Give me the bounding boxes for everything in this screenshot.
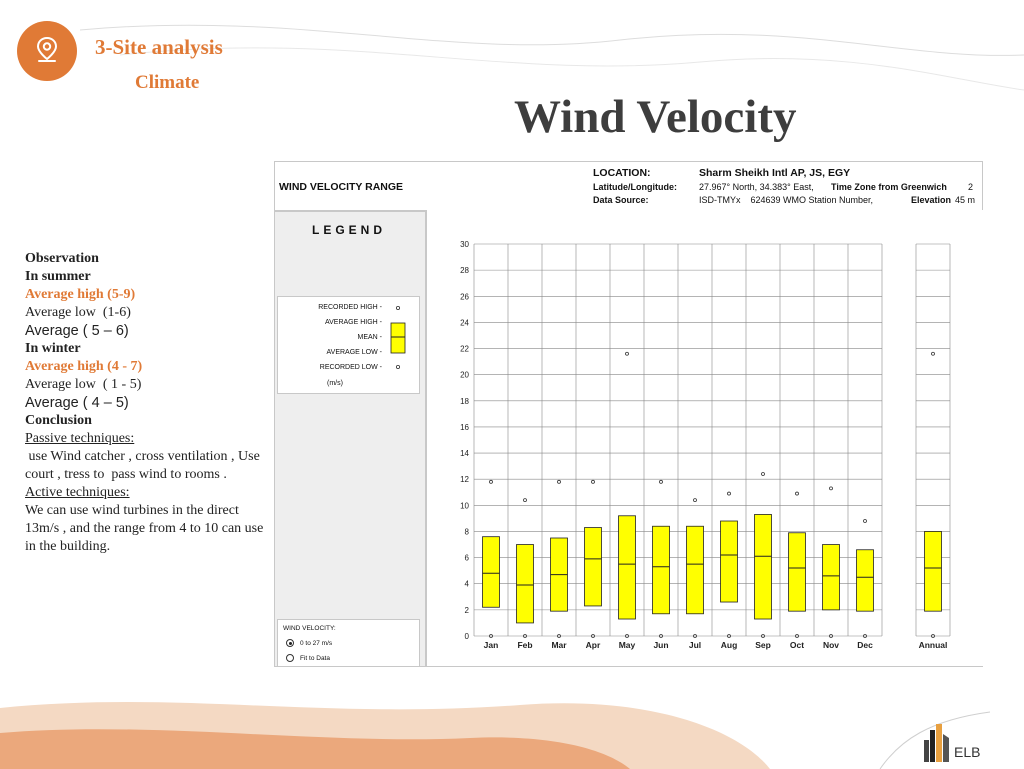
logo-text: ELB — [954, 744, 981, 760]
y-tick-label: 24 — [460, 318, 469, 328]
month-recorded-high-point — [660, 480, 663, 483]
month-box — [823, 545, 840, 610]
annual-recorded-high-point — [932, 352, 935, 355]
x-tick-label: Oct — [789, 640, 805, 650]
observation-panel — [25, 250, 270, 556]
legend-recorded-low: RECORDED LOW - — [319, 364, 382, 371]
y-tick-label: 28 — [460, 266, 469, 276]
annual-tick-label: Annual — [918, 640, 948, 650]
legend-mean: MEAN - — [357, 334, 382, 341]
legend-symbols — [388, 303, 408, 371]
month-box — [687, 526, 704, 614]
x-tick-label: Mar — [551, 640, 567, 650]
winter-heading: In winter — [25, 341, 81, 356]
legend-box — [277, 296, 420, 394]
elevation-label: Elevation — [911, 195, 952, 205]
section-subtitle: Climate — [135, 72, 200, 93]
wind-velocity-options — [277, 619, 420, 667]
summer-average-text: Average ( 5 – 6) — [25, 323, 129, 339]
latlon-value: 27.967° North, 34.383° East, — [699, 182, 814, 192]
y-tick-label: 26 — [460, 292, 469, 302]
passive-text: use Wind catcher , cross ventilation , Use court , tress to pass wind to rooms . — [25, 449, 264, 482]
y-tick-label: 6 — [464, 553, 469, 563]
month-recorded-high-point — [796, 492, 799, 495]
plot-area — [425, 210, 984, 666]
winter-low-text: Average low ( 1 - 5) — [25, 377, 142, 392]
y-tick-label: 16 — [460, 422, 469, 432]
location-pin-icon — [17, 21, 77, 81]
conclusion-heading: Conclusion — [25, 413, 92, 428]
month-box — [585, 528, 602, 606]
building-logo-icon — [920, 722, 952, 764]
x-tick-label: Jul — [688, 640, 702, 650]
y-tick-label: 20 — [460, 370, 469, 380]
y-tick-label: 8 — [464, 527, 469, 537]
location-value: Sharm Sheikh Intl AP, JS, EGY — [699, 167, 851, 179]
option-fit-radio[interactable] — [286, 654, 294, 662]
legend-recorded-high: RECORDED HIGH - — [318, 304, 382, 311]
month-box — [619, 516, 636, 619]
location-label: LOCATION: — [593, 167, 651, 179]
option-fit-label[interactable]: Fit to Data — [300, 655, 330, 662]
option-fixed-radio[interactable] — [286, 639, 294, 647]
latlon-label: Latitude/Longitude: — [593, 182, 677, 192]
month-recorded-high-point — [490, 480, 493, 483]
month-box — [517, 545, 534, 623]
legend-title: LEGEND — [312, 223, 387, 237]
x-tick-label: Jan — [483, 640, 499, 650]
active-heading: Active techniques: — [25, 485, 130, 500]
source-value: ISD-TMYx 624639 WMO Station Number, — [699, 195, 874, 205]
month-box — [483, 537, 500, 608]
month-recorded-high-point — [626, 352, 629, 355]
y-tick-label: 10 — [460, 501, 469, 511]
month-recorded-high-point — [864, 520, 867, 523]
elevation-value: 45 m — [955, 195, 976, 205]
x-tick-label: Feb — [517, 640, 533, 650]
slide-title: Wind Velocity — [514, 91, 797, 143]
winter-high-text: Average high (4 - 7) — [25, 359, 143, 374]
source-label: Data Source: — [593, 195, 649, 205]
summer-high-text: Average high (5-9) — [25, 287, 136, 302]
month-box — [755, 514, 772, 619]
wind-velocity-chart — [427, 210, 982, 666]
legend-average-high: AVERAGE HIGH - — [324, 319, 382, 326]
active-text: We can use wind turbines in the direct 13m/s , and the range from 4 to 10 can use in the building. — [25, 503, 264, 554]
month-recorded-high-point — [728, 492, 731, 495]
month-box — [653, 526, 670, 614]
y-tick-label: 14 — [460, 449, 469, 459]
legend-average-low: AVERAGE LOW - — [326, 349, 382, 356]
header-wave-line — [120, 48, 1024, 90]
summer-low-text: Average low (1-6) — [25, 305, 131, 320]
wind-chart-panel — [274, 161, 983, 667]
section-title: 3-Site analysis — [95, 35, 223, 59]
y-tick-label: 0 — [464, 632, 469, 641]
month-recorded-high-point — [558, 480, 561, 483]
observation-heading: Observation — [25, 251, 99, 266]
x-tick-label: Nov — [822, 640, 840, 650]
y-tick-label: 22 — [460, 344, 469, 354]
option-fixed-label[interactable]: 0 to 27 m/s — [300, 640, 333, 647]
timezone-value: 2 — [968, 182, 974, 192]
y-tick-label: 30 — [460, 240, 469, 249]
y-tick-label: 2 — [464, 605, 469, 615]
month-recorded-high-point — [524, 499, 527, 502]
chart-header — [275, 162, 982, 212]
x-tick-label: May — [618, 640, 636, 650]
y-tick-label: 4 — [464, 579, 469, 589]
wind-velocity-label: WIND VELOCITY: — [283, 625, 336, 632]
legend-units: (m/s) — [327, 380, 343, 387]
x-tick-label: Jun — [653, 640, 669, 650]
chart-heading: WIND VELOCITY RANGE — [279, 181, 404, 193]
month-box — [789, 533, 806, 611]
timezone-label: Time Zone from Greenwich — [831, 182, 947, 192]
winter-average-text: Average ( 4 – 5) — [25, 395, 129, 411]
x-tick-label: Sep — [755, 640, 771, 650]
month-recorded-high-point — [694, 499, 697, 502]
month-recorded-high-point — [830, 487, 833, 490]
month-recorded-high-point — [592, 480, 595, 483]
month-recorded-high-point — [762, 472, 765, 475]
y-tick-label: 18 — [460, 396, 469, 406]
month-box — [721, 521, 738, 602]
passive-heading: Passive techniques: — [25, 431, 135, 446]
x-tick-label: Dec — [857, 640, 873, 650]
annual-box — [925, 531, 942, 611]
summer-heading: In summer — [25, 269, 91, 284]
x-tick-label: Aug — [720, 640, 738, 650]
month-box — [857, 550, 874, 611]
y-tick-label: 12 — [460, 475, 469, 485]
x-tick-label: Apr — [585, 640, 601, 650]
